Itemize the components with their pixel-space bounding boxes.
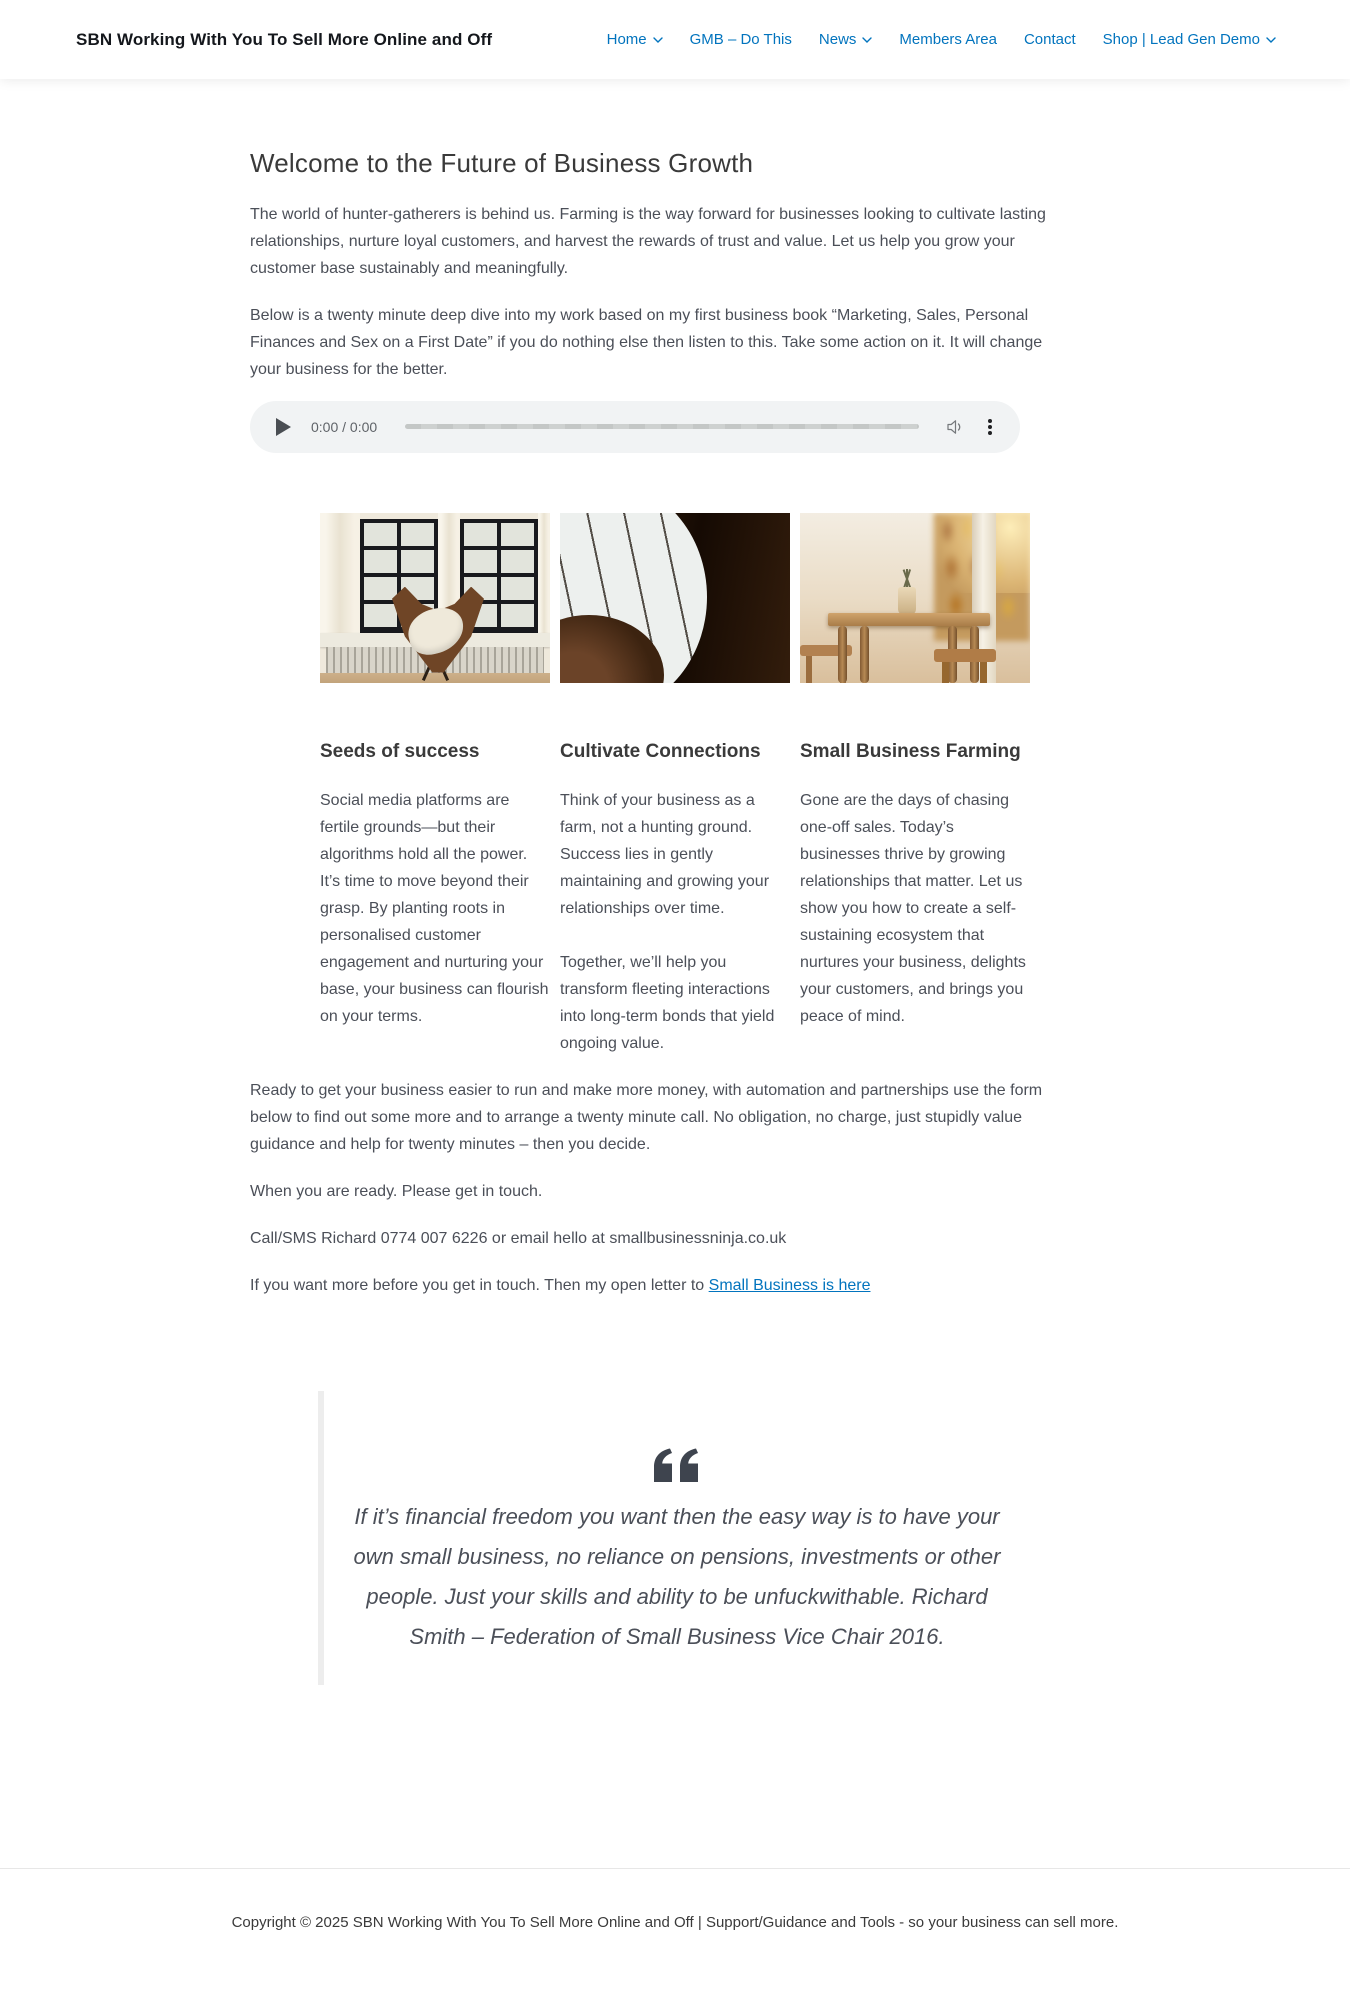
nav-label: Contact [1023,30,1076,48]
main-nav [607,31,1276,49]
audio-player[interactable] [250,401,1020,453]
column-heading: Cultivate Connections [560,740,761,762]
contact-line: Call/SMS Richard 0774 007 6226 or email hello at smallbusinessninja.co.uk [250,1229,787,1247]
nav-label: Members Area [899,30,997,48]
column-small-business-farming [800,513,1030,1057]
audio-time: 0:00 / 0:00 [311,418,378,435]
column-seeds-of-success [320,513,550,1057]
nav-item-home[interactable] [607,31,663,48]
intro-paragraph-1: The world of hunter-gatherers is behind us. Farming is the way forward for businesses looking to cultivate lasting relationships, nurture loyal customers, and harvest the rewards of trust and value. Let us help you grow your customer base sustainably and meaningfully. [250,205,1046,277]
column-paragraph: Gone are the days of chasing one-off sales. Today’s businesses thrive by growing relationships that matter. Let us show you how to create a self-sustaining ecosystem that nurtures your business, delights your customers, and brings you peace of mind. [800,791,1026,1025]
feature-columns [320,513,1060,1057]
audio-menu-icon[interactable] [988,425,992,429]
copyright-text: Copyright © 2025 SBN Working With You To Sell More Online and Off | Support/Guidance and Tools - so your business can sell more. [231,1913,1119,1931]
get-in-touch-line: When you are ready. Please get in touch. [250,1182,543,1200]
site-footer [0,1868,1350,1978]
cta-paragraph: Ready to get your business easier to run and make more money, with automation and partnerships use the form below to find out some more and to arrange a twenty minute call. No obligation, no charge, just stupidly value guidance and help for twenty minutes – then you decide. [250,1081,1043,1153]
chevron-down-icon [1266,37,1276,43]
main-content [250,79,1060,1685]
intro-paragraph-2: Below is a twenty minute deep dive into my work based on my first business book “Marketing, Sales, Personal Finances and Sex on a First Date” if you do nothing else then listen to this. Take some action on it. It will change your business for the better. [250,306,1043,378]
play-icon[interactable] [276,418,291,436]
chevron-down-icon [653,37,663,43]
column-paragraph: Together, we’ll help you transform fleeting interactions into long-term bonds that yield ongoing value. [560,953,775,1052]
page-title: Welcome to the Future of Business Growth [250,148,754,178]
chevron-down-icon [862,37,872,43]
audio-seekbar[interactable] [405,424,919,429]
open-letter-line [250,1272,1060,1299]
column-paragraph: Think of your business as a farm, not a hunting ground. Success lies in gently maintaining and growing your relationships over time. [560,791,770,917]
nav-label: News [818,30,857,48]
nav-item-members-area[interactable] [899,31,997,48]
pull-quote [318,1391,1060,1685]
quote-icon [324,1447,1030,1483]
nav-item-contact[interactable] [1024,31,1076,48]
open-letter-prefix: If you want more before you get in touch. Then my open letter to [250,1276,709,1294]
column-heading: Seeds of success [320,740,480,762]
open-letter-link[interactable]: Small Business is here [708,1276,871,1294]
column-paragraph: Social media platforms are fertile grounds—but their algorithms hold all the power. It’s time to move beyond their grasp. By planting roots in personalised customer engagement and nurturing your base, your business can flourish on your terms. [320,791,549,1025]
site-title[interactable]: SBN Working With You To Sell More Online and Off [76,29,493,49]
nav-item-news[interactable] [819,31,873,48]
column-heading: Small Business Farming [800,740,1021,762]
nav-item-gmb[interactable] [690,31,792,48]
image-butterfly-chair-by-windows [320,513,550,683]
nav-item-shop-lead-gen-demo[interactable] [1103,31,1276,48]
image-cafe-table-stools [800,513,1030,683]
nav-label: GMB – Do This [689,30,792,48]
quote-text: If it’s financial freedom you want then the easy way is to have your own small business, no reliance on pensions, investments or other people. Just your skills and ability to be unfuckwithable. Richard Smith – Federation of Small Business Vice Chair 2016. [353,1503,1001,1649]
site-header [0,0,1350,79]
nav-label: Home [606,30,647,48]
volume-icon[interactable] [947,420,964,434]
column-cultivate-connections [560,513,790,1057]
nav-label: Shop | Lead Gen Demo [1102,30,1260,48]
image-curved-architecture [560,513,790,683]
